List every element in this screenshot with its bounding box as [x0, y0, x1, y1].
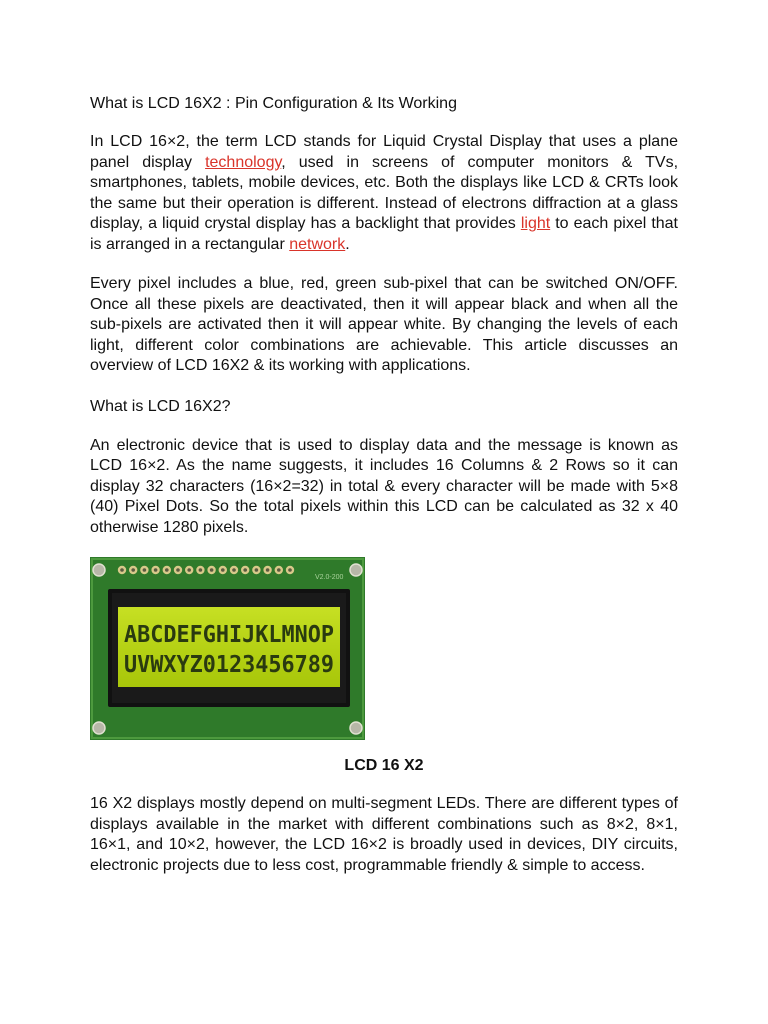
- section-heading: What is LCD 16X2?: [90, 397, 231, 415]
- header-pin-hole: [131, 568, 135, 572]
- header-pin-hole: [266, 568, 270, 572]
- mount-hole-tr: [350, 564, 362, 576]
- mount-hole-br: [350, 722, 362, 734]
- header-pin-hole: [288, 568, 292, 572]
- header-pin-hole: [243, 568, 247, 572]
- mount-hole-bl: [93, 722, 105, 734]
- definition-paragraph: An electronic device that is used to display data and the message is known as LCD 16×2. As the name suggests, it includes 16 Columns & 2 Rows so it can display 32 characters (16×2=32) in total & every character will be made with 5×8 (40) Pixel Dots. So the total pixels within this LCD can be calculated as 32 x 40 otherwise 1280 pixels.: [90, 436, 678, 536]
- intro-text-2: , used in screens of computer monitors & TVs, smartphones, tablets, mobile devices, etc. Both the displays like LCD & CRTs look the same but their operation is different. Instead of electrons diffraction at a glass display, a liquid crystal display has a backlight that provides: [90, 153, 679, 232]
- header-pin-hole: [232, 568, 236, 572]
- header-pin-hole: [255, 568, 259, 572]
- pixel-paragraph: Every pixel includes a blue, red, green sub-pixel that can be switched ON/OFF. Once all these pixels are deactivated, then it will appear black and when all the sub-pixels are activated then it will appear white. By changing the levels of each light, different color combinations are achievable. This article discusses an overview of LCD 16X2 & its working with applications.: [90, 275, 678, 374]
- header-pin-hole: [154, 568, 158, 572]
- technology-link[interactable]: technology: [205, 153, 282, 171]
- network-link[interactable]: network: [289, 235, 346, 253]
- header-pin-hole: [120, 568, 124, 572]
- header-pin-hole: [187, 568, 191, 572]
- header-pin-hole: [165, 568, 169, 572]
- displays-paragraph: 16 X2 displays mostly depend on multi-segment LEDs. There are different types of displays available in the market with different combinations such as 8×2, 8×1, 16×1, and 10×2, however, the LCD 16×2 is broadly used in devices, DIY circuits, electronic projects due to less cost, programmable friendly & simple to access.: [90, 795, 678, 874]
- header-pin-hole: [143, 568, 147, 572]
- light-link[interactable]: light: [520, 215, 551, 232]
- header-pin-hole: [221, 568, 225, 572]
- lcd-row-1: ABCDEFGHIJKLMNOP: [124, 622, 334, 648]
- article-title: What is LCD 16X2 : Pin Configuration & Its Working: [90, 95, 457, 112]
- lcd-image: [90, 557, 365, 740]
- board-label: V2.0-200: [315, 574, 344, 581]
- lcd-illustration: [90, 557, 365, 740]
- header-pin-hole: [277, 568, 281, 572]
- intro-text-4: .: [345, 235, 350, 253]
- intro-text-3: to each pixel that is arranged in a rectangular: [90, 215, 679, 253]
- figure-caption: LCD 16 X2: [344, 757, 424, 774]
- document-page: [90, 93, 678, 895]
- intro-paragraph: [90, 132, 678, 255]
- header-pin-hole: [176, 568, 180, 572]
- lcd-row-2: UVWXYZ0123456789: [124, 652, 334, 678]
- mount-hole-tl: [93, 564, 105, 576]
- intro-text-1: In LCD 16×2, the term LCD stands for Liquid Crystal Display that uses a plane panel display: [90, 133, 678, 171]
- header-pin-hole: [199, 568, 203, 572]
- header-pin-hole: [210, 568, 214, 572]
